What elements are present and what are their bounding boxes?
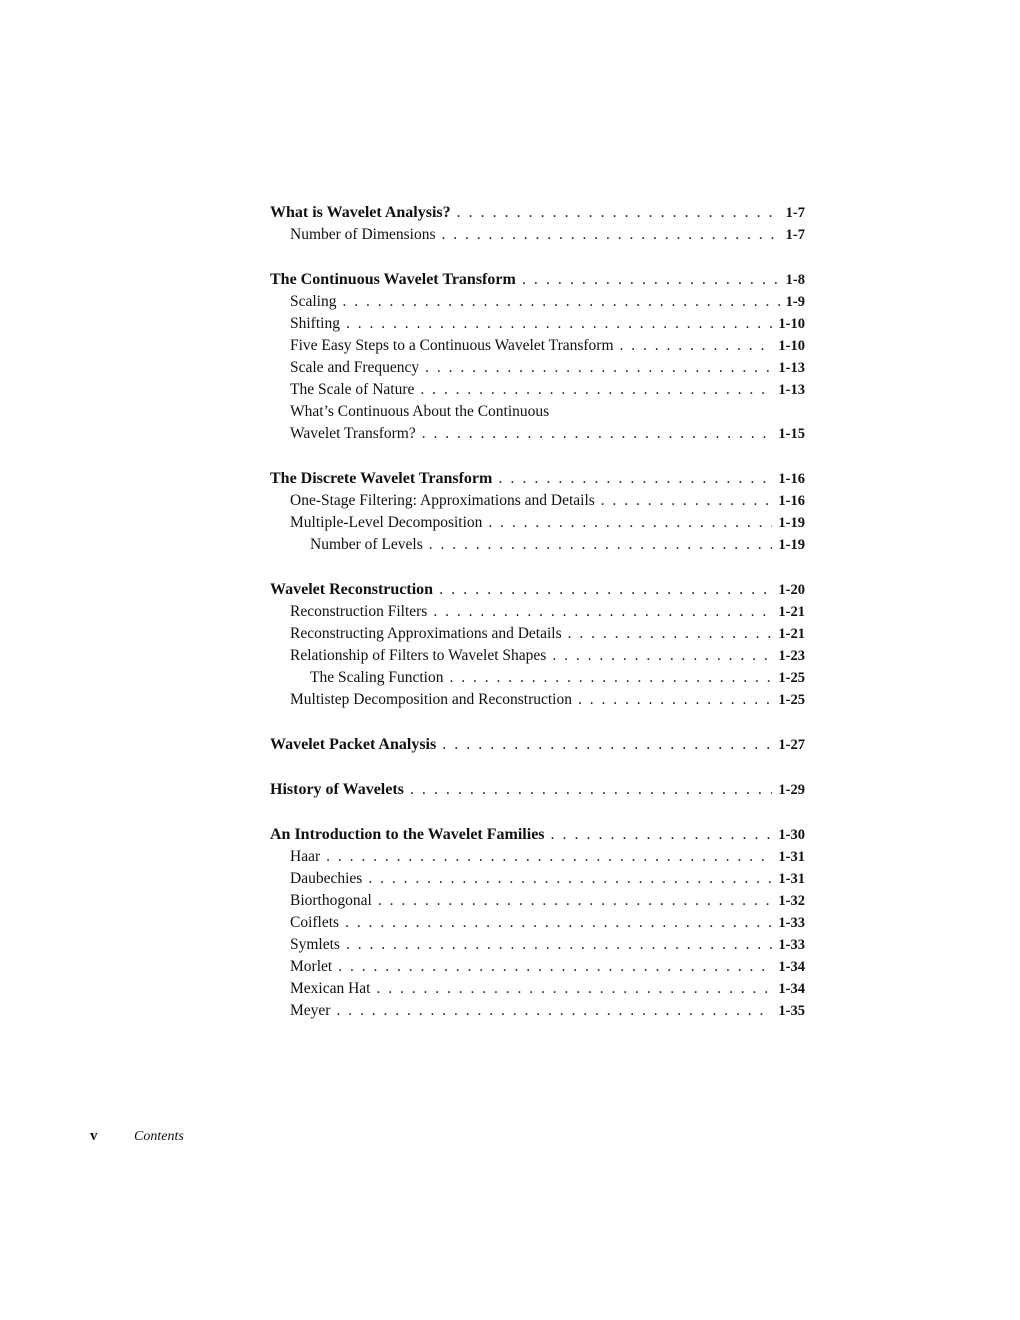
toc-section xyxy=(270,269,805,445)
toc-entry[interactable] xyxy=(270,224,805,246)
toc-entry[interactable] xyxy=(270,401,805,423)
toc-entry[interactable] xyxy=(270,335,805,357)
toc-entry-page: 1-7 xyxy=(785,227,805,243)
toc-entry-title: Coiflets xyxy=(290,914,340,931)
footer-page-number: v xyxy=(90,1128,98,1144)
dot-leader xyxy=(425,357,772,379)
toc-entry[interactable] xyxy=(270,623,805,645)
toc-entry-page: 1-29 xyxy=(778,782,805,798)
toc-entry-page: 1-19 xyxy=(778,537,805,553)
toc-entry-title: Number of Levels xyxy=(310,536,423,553)
toc-section xyxy=(270,202,805,246)
dot-leader xyxy=(368,868,772,890)
toc-entry-page: 1-21 xyxy=(778,604,805,620)
toc-entry-title: Reconstructing Approximations and Details xyxy=(290,625,562,642)
dot-leader xyxy=(601,490,773,512)
toc-entry-page: 1-15 xyxy=(778,426,805,442)
toc-section xyxy=(270,579,805,711)
toc-entry-page: 1-10 xyxy=(778,338,805,354)
toc-entry[interactable] xyxy=(270,534,805,556)
toc-entry-title: Mexican Hat xyxy=(290,980,371,997)
toc-entry[interactable] xyxy=(270,512,805,534)
toc-entry[interactable] xyxy=(270,868,805,890)
toc-entry-page: 1-10 xyxy=(778,316,805,332)
toc-heading-entry[interactable] xyxy=(270,468,805,490)
dot-leader xyxy=(346,313,772,335)
toc-entry[interactable] xyxy=(270,667,805,689)
dot-leader xyxy=(442,224,780,246)
toc-entry[interactable] xyxy=(270,645,805,667)
dot-leader xyxy=(552,645,772,667)
toc-heading-entry[interactable] xyxy=(270,269,805,291)
page-footer xyxy=(90,1128,184,1145)
toc-entry-page: 1-32 xyxy=(778,893,805,909)
dot-leader xyxy=(449,667,772,689)
dot-leader xyxy=(429,534,773,556)
toc-entry-page: 1-16 xyxy=(778,471,805,487)
toc-entry-title: An Introduction to the Wavelet Families xyxy=(270,826,545,843)
toc-entry-page: 1-23 xyxy=(778,648,805,664)
toc-entry-title: Biorthogonal xyxy=(290,892,372,909)
dot-leader xyxy=(498,468,772,490)
toc-entry[interactable] xyxy=(270,357,805,379)
toc-entry[interactable] xyxy=(270,291,805,313)
footer-label: Contents xyxy=(134,1129,184,1144)
toc-heading-entry[interactable] xyxy=(270,734,805,756)
toc-section xyxy=(270,734,805,756)
dot-leader xyxy=(346,934,772,956)
toc-entry-title: Wavelet Reconstruction xyxy=(270,581,434,598)
toc-entry-title: Multistep Decomposition and Reconstruction xyxy=(290,691,572,708)
dot-leader xyxy=(620,335,773,357)
toc-heading-entry[interactable] xyxy=(270,779,805,801)
toc-entry-title: History of Wavelets xyxy=(270,781,404,798)
dot-leader xyxy=(343,291,780,313)
dot-leader xyxy=(551,824,773,846)
toc-entry-page: 1-30 xyxy=(778,827,805,843)
toc-entry-page: 1-8 xyxy=(785,272,805,288)
dot-leader xyxy=(433,601,772,623)
dot-leader xyxy=(376,978,772,1000)
toc-entry[interactable] xyxy=(270,1000,805,1022)
toc-entry-title: Morlet xyxy=(290,958,333,975)
toc-section xyxy=(270,779,805,801)
toc-entry-page: 1-34 xyxy=(778,959,805,975)
toc-heading-entry[interactable] xyxy=(270,824,805,846)
toc-entry-title: Wavelet Transform? xyxy=(290,425,416,442)
toc-entry-title: One-Stage Filtering: Approximations and Details xyxy=(290,492,595,509)
dot-leader xyxy=(568,623,773,645)
toc-entry-title: Five Easy Steps to a Continuous Wavelet Transform xyxy=(290,337,614,354)
toc-heading-entry[interactable] xyxy=(270,579,805,601)
toc-entry[interactable] xyxy=(270,423,805,445)
toc-section xyxy=(270,468,805,556)
toc-entry-page: 1-25 xyxy=(778,670,805,686)
toc-entry-title: Multiple-Level Decomposition xyxy=(290,514,483,531)
dot-leader xyxy=(420,379,772,401)
dot-leader xyxy=(338,956,772,978)
dot-leader xyxy=(326,846,772,868)
dot-leader xyxy=(336,1000,772,1022)
toc-entry[interactable] xyxy=(270,689,805,711)
toc-entry-page: 1-25 xyxy=(778,692,805,708)
dot-leader xyxy=(457,202,780,224)
toc-entry[interactable] xyxy=(270,846,805,868)
toc-entry-page: 1-16 xyxy=(778,493,805,509)
dot-leader xyxy=(578,689,772,711)
dot-leader xyxy=(488,512,772,534)
toc-entry-title: Shifting xyxy=(290,315,340,332)
toc-entry-title: Relationship of Filters to Wavelet Shapes xyxy=(290,647,547,664)
dot-leader xyxy=(439,579,772,601)
toc-entry-title: The Scaling Function xyxy=(310,669,444,686)
toc-entry-title: The Scale of Nature xyxy=(290,381,415,398)
table-of-contents xyxy=(270,202,805,1045)
toc-entry-title: Wavelet Packet Analysis xyxy=(270,736,437,753)
toc-entry-page: 1-9 xyxy=(785,294,805,310)
toc-entry[interactable] xyxy=(270,379,805,401)
toc-entry[interactable] xyxy=(270,490,805,512)
toc-entry[interactable] xyxy=(270,956,805,978)
toc-entry-title: Haar xyxy=(290,848,321,865)
dot-leader xyxy=(442,734,772,756)
toc-entry-title: Daubechies xyxy=(290,870,363,887)
toc-entry[interactable] xyxy=(270,934,805,956)
toc-entry-title: The Continuous Wavelet Transform xyxy=(270,271,516,288)
toc-entry-page: 1-19 xyxy=(778,515,805,531)
toc-entry-page: 1-20 xyxy=(778,582,805,598)
toc-entry-title: The Discrete Wavelet Transform xyxy=(270,470,493,487)
toc-entry-page: 1-27 xyxy=(778,737,805,753)
toc-entry[interactable] xyxy=(270,912,805,934)
toc-entry-page: 1-7 xyxy=(785,205,805,221)
toc-entry[interactable] xyxy=(270,601,805,623)
toc-entry-title: What is Wavelet Analysis? xyxy=(270,204,451,221)
toc-entry-page: 1-31 xyxy=(778,871,805,887)
toc-entry-page: 1-21 xyxy=(778,626,805,642)
toc-entry-page: 1-31 xyxy=(778,849,805,865)
toc-entry-title: Scale and Frequency xyxy=(290,359,420,376)
toc-entry[interactable] xyxy=(270,313,805,335)
toc-entry-title: Scaling xyxy=(290,293,337,310)
toc-heading-entry[interactable] xyxy=(270,202,805,224)
dot-leader xyxy=(378,890,773,912)
toc-entry-page: 1-33 xyxy=(778,915,805,931)
toc-entry-title: Reconstruction Filters xyxy=(290,603,428,620)
toc-entry-title: Symlets xyxy=(290,936,340,953)
toc-entry[interactable] xyxy=(270,978,805,1000)
toc-entry-page: 1-33 xyxy=(778,937,805,953)
dot-leader xyxy=(345,912,772,934)
dot-leader xyxy=(522,269,780,291)
toc-entry-page: 1-35 xyxy=(778,1003,805,1019)
dot-leader xyxy=(410,779,773,801)
toc-entry-page: 1-13 xyxy=(778,382,805,398)
dot-leader xyxy=(422,423,773,445)
toc-entry[interactable] xyxy=(270,890,805,912)
toc-entry-page: 1-34 xyxy=(778,981,805,997)
toc-section xyxy=(270,824,805,1022)
toc-entry-title: Meyer xyxy=(290,1002,331,1019)
toc-entry-title: Number of Dimensions xyxy=(290,226,436,243)
toc-entry-title: What’s Continuous About the Continuous xyxy=(290,403,550,420)
toc-entry-page: 1-13 xyxy=(778,360,805,376)
